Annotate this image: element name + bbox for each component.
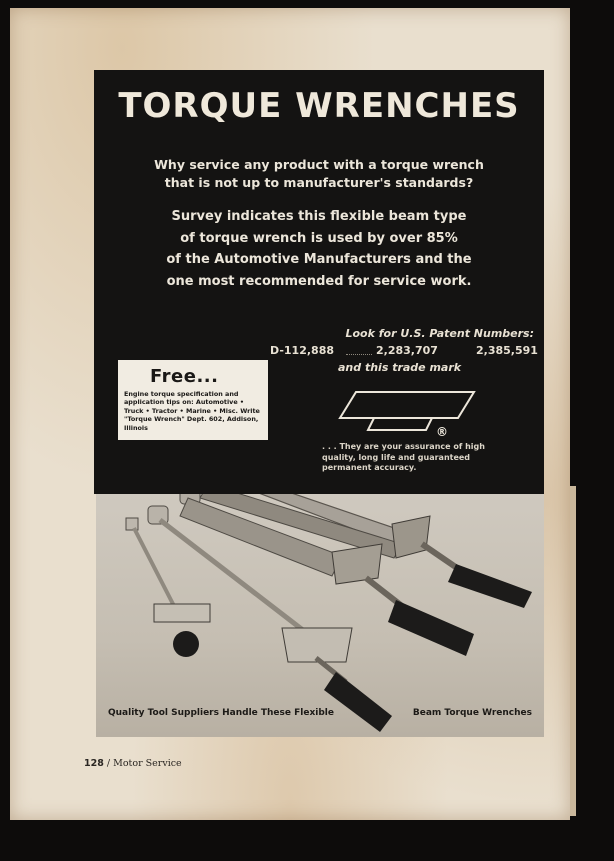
- page-number: 128: [84, 758, 104, 769]
- assurance-line: . . . They are your assurance of high: [322, 442, 485, 451]
- publication-name: Motor Service: [113, 758, 182, 769]
- small-wrench: [126, 518, 210, 657]
- free-offer-text: Engine torque specification and application tips on: Automotive • Truck • Tractor • Marine • Misc. Write "Torque Wrench" Dept. 602, Addison, Illinois: [124, 390, 260, 432]
- folio-separator: /: [106, 758, 111, 769]
- wrench-photo: [96, 494, 544, 737]
- survey-line: of the Automotive Manufacturers and the: [166, 252, 472, 267]
- patent-number: 2,283,707: [376, 344, 438, 357]
- photo-caption: [108, 708, 532, 718]
- trademark-caption: and this trade mark: [338, 361, 462, 374]
- free-offer-title: Free...: [150, 366, 219, 387]
- patent-heading: Look for U.S. Patent Numbers:: [345, 327, 534, 340]
- registered-mark: ®: [436, 425, 448, 439]
- ad-survey-statement: [134, 206, 504, 292]
- ad-question: [124, 156, 514, 192]
- question-line: that is not up to manufacturer's standards?: [164, 175, 474, 190]
- caption-right: Beam Torque Wrenches: [412, 708, 532, 718]
- survey-line: Survey indicates this flexible beam type: [171, 209, 467, 224]
- caption-left: Quality Tool Suppliers Handle These Flexible: [108, 708, 334, 718]
- question-line: Why service any product with a torque wrench: [154, 157, 484, 172]
- patent-number: 2,385,591: [476, 344, 538, 357]
- patent-number: D-112,888: [270, 344, 335, 357]
- assurance-text: [322, 442, 518, 474]
- dotted-separator: [346, 354, 372, 355]
- survey-line: of torque wrench is used by over 85%: [180, 230, 458, 246]
- assurance-line: quality, long life and guaranteed: [322, 452, 471, 462]
- torque-wrench-illustration: [96, 494, 544, 737]
- survey-line: one most recommended for service work.: [166, 273, 472, 289]
- trademark-logo: [338, 384, 478, 444]
- free-offer-box: [118, 360, 268, 440]
- page-footer: [84, 758, 182, 769]
- page-edge: [570, 486, 576, 816]
- assurance-line: permanent accuracy.: [322, 463, 417, 472]
- ad-headline: TORQUE WRENCHES: [118, 86, 520, 126]
- torque-wrench-advertisement: [94, 70, 544, 494]
